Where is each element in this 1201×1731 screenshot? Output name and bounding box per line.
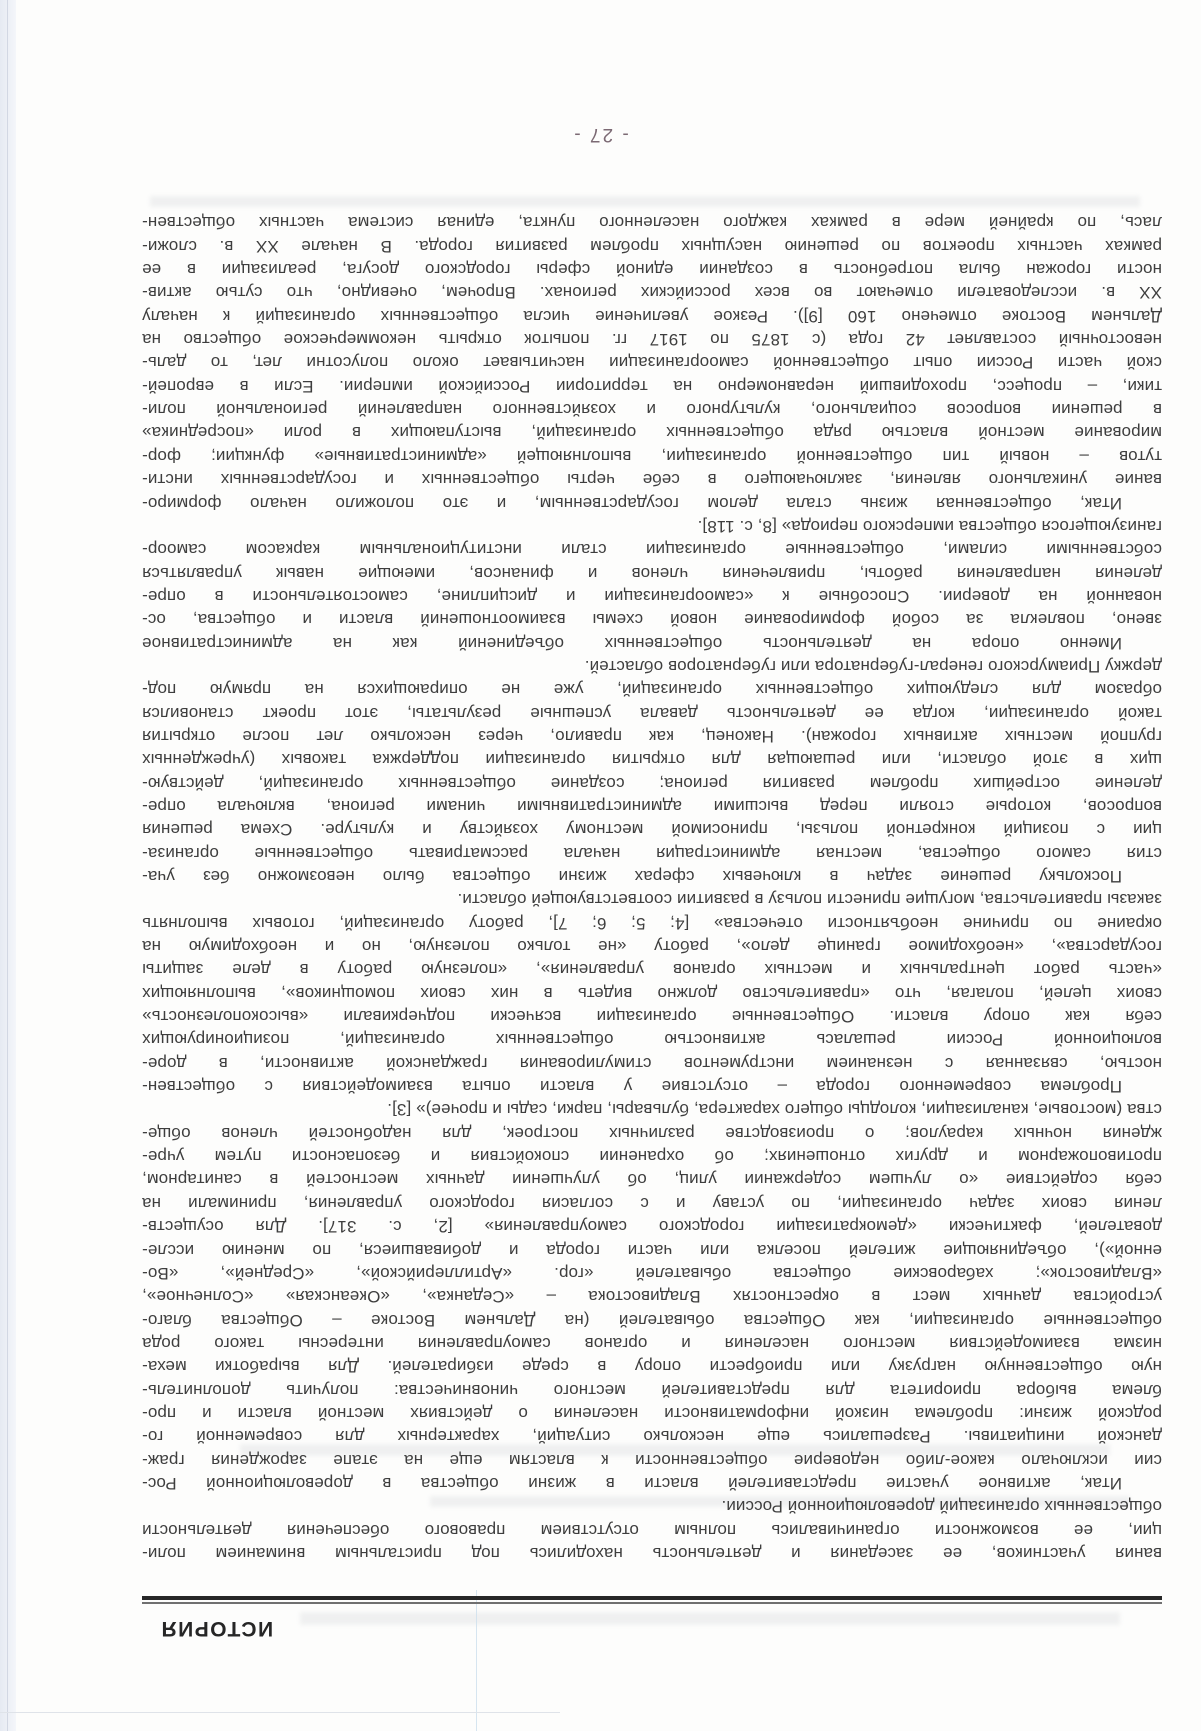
- text-line: сии исключало какое-либо недоверие общественности к властям еще на этапе зарождения граж-: [142, 1450, 1162, 1470]
- text-line: деление острейших проблем развития региона; создание общественных организаций, действую-: [142, 773, 1162, 793]
- text-line: ждения ночных караулов; о производстве различных построек, для надобностей членов обще-: [142, 1123, 1162, 1143]
- text-line: рамках частных проектов по решению насущных проблем развития города. В начале XX в. сложи-: [142, 236, 1162, 256]
- text-line: в решении вопросов социального, культурного и хозяйственного направлений региональной поли-: [142, 400, 1162, 420]
- text-line: общественных организаций дореволюционной России.: [721, 1497, 1162, 1517]
- text-line: щих в этой области, или решающая для открытия организации поддержка таковых (учрежденных: [142, 750, 1162, 770]
- text-line: данской инициативы. Разрешались еще несколько ситуаций, характерных для современной го-: [142, 1427, 1162, 1447]
- text-line: блема выбора приоритета для представителей местного чиновничества: получить дополнитель-: [142, 1380, 1162, 1400]
- text-line: Именно опора на деятельность общественных объединений как на административное: [142, 633, 1122, 653]
- text-line: енной»), объединяющие жителей поселка или части города и добивавшиеся, по мнению иссле-: [142, 1240, 1162, 1260]
- text-line: такой организации, когда ее деятельность давала успешные результаты, этот проект становился: [142, 703, 1162, 723]
- text-line: Дальнем Востоке отмечено 160 [9]). Резкое увеличение числа общественных организаций к началу: [142, 306, 1162, 326]
- text-line: тики, – процесс, проходивший неравномерно на территории Российской империи. Если в европей-: [142, 376, 1162, 396]
- text-line: общественные организации, как Общества обывателей (на Дальнем Востоке – Общества благо-: [142, 1310, 1162, 1330]
- text-line: Проблема современного города – отсутствие у власти опыта взаимодействия с обществен-: [142, 1077, 1122, 1097]
- text-line: деления направления работы, привлечения членов и финансов, имеющие навык управляться: [142, 563, 1162, 583]
- text-line: мирование местной властью ряда общественных организаций, выступающих в роли «посредника»: [142, 423, 1162, 443]
- page-number: - 27 -: [572, 124, 629, 145]
- text-line: держку Приамурского генерал-губернатора или губернаторов областей.: [584, 656, 1162, 676]
- text-line: тутов – новый тип общественной организации, выполняющей «административные» функции; фор-: [142, 446, 1162, 466]
- text-line: ства (мостовые, канализации, колодцы общего характера, бульвары, парки, сады и прочее)» [3].: [387, 1100, 1162, 1120]
- text-line: ганизующегося общества имперского периода» [8, с. 118].: [697, 516, 1162, 536]
- page-body: [142, 211, 1162, 1640]
- body-text: [142, 211, 1162, 1565]
- text-line: низма взаимодействия местного населения и органов самоуправления интересны такого рода: [142, 1333, 1162, 1353]
- text-line: себя содействие «о лучшем содержании улиц, об улучшении дачных местностей в санитарном,: [142, 1170, 1162, 1190]
- text-line: вания участников, ее заседания и деятельность находились под пристальным вниманием поли-: [142, 1544, 1162, 1563]
- section-header: ИСТОРИЯ: [160, 1617, 274, 1640]
- text-line: ции с позиций конкретной пользы, приносимой местному хозяйству и культуре. Схема решения: [142, 820, 1162, 840]
- text-line: ления своих задач организации, по уставу и с согласия городского управления, принимали на: [142, 1193, 1162, 1213]
- text-line: Поскольку решение задач в ключевых сферах жизни общества было невозможно без уча-: [142, 867, 1122, 887]
- text-line: нованной на доверии. Способные к «самоорганизации и дисциплине, самостоятельности в опре-: [142, 586, 1162, 606]
- text-line: лась, по крайней мере в рамках каждого населенного пункта, единая система частных обществен-: [142, 213, 1162, 233]
- text-line: стия самого общества, местная администрация начала рассматривать общественные организа-: [142, 843, 1162, 863]
- text-line: дователей, фактически «демократизации городского самоуправления» [2, с. 317]. Для осуществ-: [142, 1217, 1162, 1237]
- text-line: невосточный составляет 42 года (с 1875 по 1917 гг. попыток открыть некоммерческое общество на: [142, 330, 1162, 350]
- text-line: вание уникального явления, заключающего в себе черты общественных и государственных инсти-: [142, 470, 1162, 490]
- text-line: ции, ее возможности ограничивались полным отсутствием правового обеспечения деятельности: [142, 1520, 1162, 1540]
- text-line: заказы правительства, могущие принести пользу в развитии соответствующей области.: [457, 890, 1162, 910]
- text-line: устройства дачных мест в окрестностях Владивостока – «Седанка», «Океанская» «Солнечное»,: [142, 1287, 1162, 1307]
- text-line: XX в. исследователи отмечают во всех российских регионах. Впрочем, очевидно, что сутью актив-: [142, 283, 1162, 303]
- text-line: Итак, общественная жизнь стала делом государственным, и это положило начало формиро-: [142, 493, 1122, 513]
- running-header: [142, 1616, 1162, 1640]
- header-rule-thick: [142, 1596, 1162, 1600]
- text-line: ностью, связанная с незнанием инструментов стимулирования гражданской активности, в доре-: [142, 1053, 1162, 1073]
- text-line: Итак, активное участие представителей власти в жизни общества в дореволюционной Рос-: [142, 1473, 1122, 1493]
- text-line: собственными силами, общественные организации стали институциональным каркасом самоор-: [142, 540, 1162, 560]
- text-line: ской части России опыт общественной самоорганизации насчитывает около полусотни лет, то даль-: [142, 353, 1162, 373]
- header-rule-thin: [142, 1602, 1162, 1604]
- text-line: звено, повлекла за собой формирование новой схемы взаимоотношений власти и общества, ос-: [142, 610, 1162, 630]
- text-line: ности горожан была потребность в создании единой сферы городского досуга, реализации в ее: [142, 260, 1162, 280]
- text-line: «часть работ центральных и местных органов управления», «полезную работу в деле защиты: [142, 960, 1162, 980]
- text-line: государства», «необходимое границе дело», работу «не только полезную, но и необходимую на: [142, 937, 1162, 957]
- text-line: себя как опору власти. Общественные организации всячески подчеркивали «высокополезность»: [142, 1007, 1162, 1027]
- text-line: ную общественную нагрузку или приобрести опору в среде избирателей. Для выработки меха-: [142, 1357, 1162, 1377]
- text-line: родской жизни: проблема низкой информативности населения о действиях местной власти и про-: [142, 1403, 1162, 1423]
- text-line: группой местных активных горожан). Наконец, как правило, через несколько лет после открытия: [142, 726, 1162, 746]
- text-line: образом для следующих общественных организаций, уже не опирающихся на прямую под-: [142, 680, 1162, 700]
- text-line: волюционной России решалась активностью общественных организаций, позиционирующих: [142, 1030, 1162, 1050]
- text-line: окраине по причине необъятности отечества» [4; 5; 6; 7], работу организаций, готовых выполнять: [142, 913, 1162, 933]
- text-line: вопросов, которые стояли перед высшими административными чинами региона, включала опре-: [142, 797, 1162, 816]
- text-line: противопожарном и других отношениях; об охранении спокойствия и безопасности путем учре-: [142, 1147, 1162, 1167]
- text-line: своих целей, полагая, что «правительство должно видеть в них своих помощников», выполняющих: [142, 983, 1162, 1003]
- text-line: «Владивосток»; хабаровские общества обывателей «гор. «Артиллерийской», «Средней», «Во-: [142, 1263, 1162, 1283]
